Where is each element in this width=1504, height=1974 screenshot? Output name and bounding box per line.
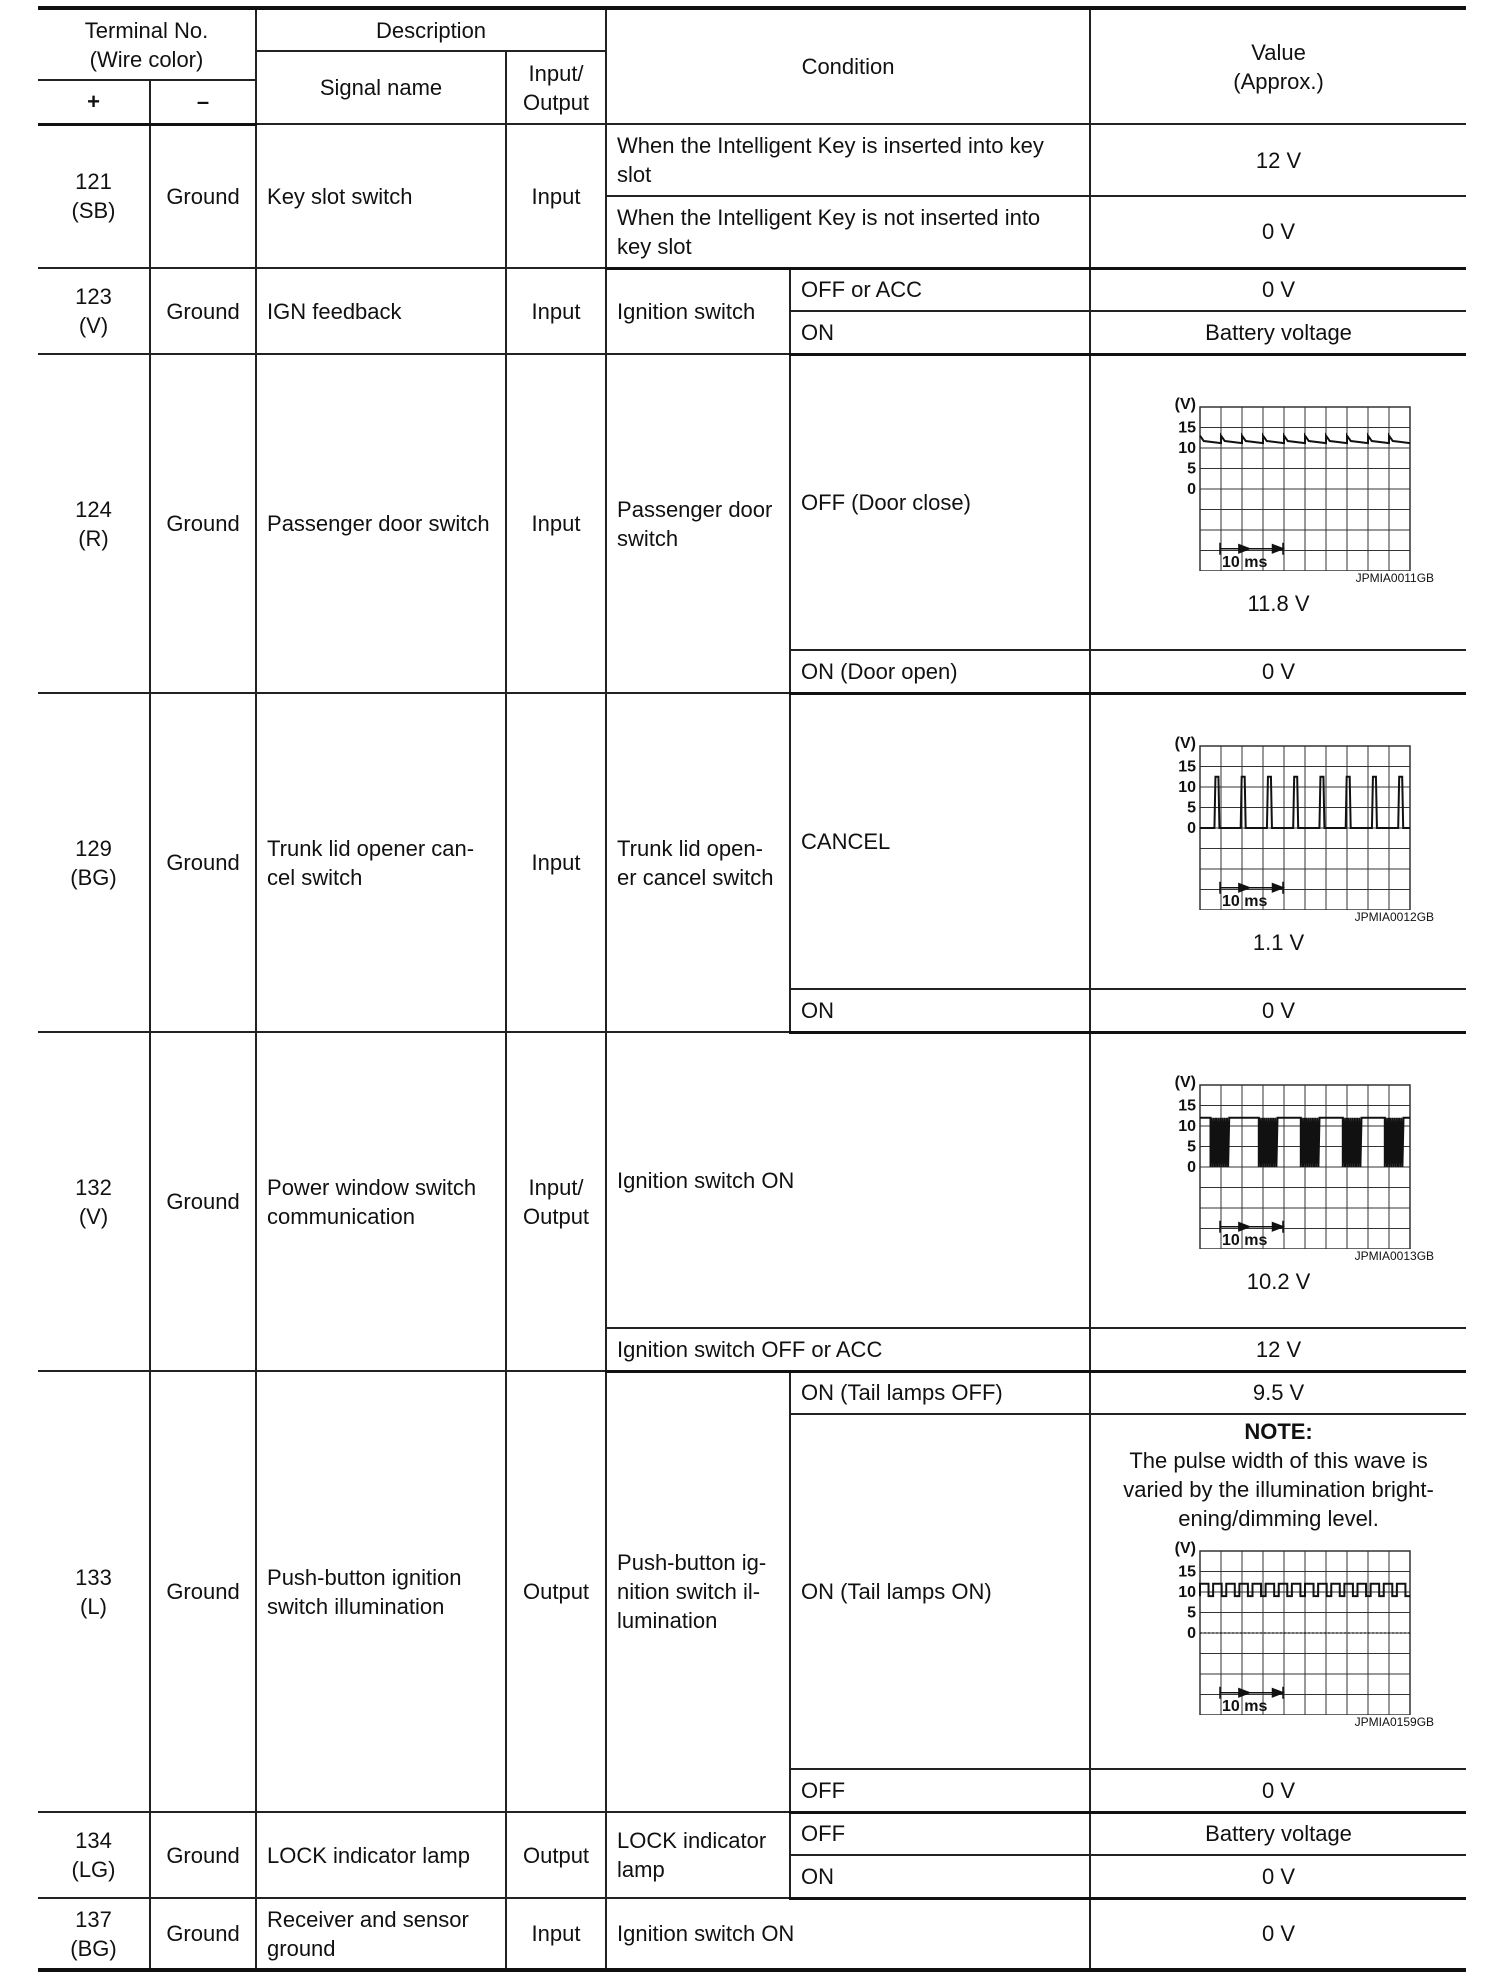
scope-svg xyxy=(1134,1537,1424,1715)
terminal-table xyxy=(38,6,1466,1972)
wire-color: (V) xyxy=(78,313,109,338)
terminal-cell xyxy=(38,268,150,354)
value-cell: 9.5 V xyxy=(1090,1371,1466,1414)
wire-color: (L) xyxy=(80,1593,107,1619)
signal-name-cell: IGN feedback xyxy=(256,268,506,354)
timebase-label: 10 ms xyxy=(1221,1697,1267,1715)
sub-condition-cell: OFF xyxy=(790,1812,1090,1855)
condition-cell: Passenger door switch xyxy=(606,354,790,693)
scope-grid xyxy=(1200,407,1410,571)
ground-cell: Ground xyxy=(150,268,256,354)
terminal-number: 137 xyxy=(75,1906,112,1932)
condition-cell: Ignition switch ON xyxy=(606,1032,1090,1328)
sub-condition-cell: ON xyxy=(790,1855,1090,1898)
signal-name-header: Signal name xyxy=(256,51,506,124)
wire-color: (BG) xyxy=(70,864,117,890)
value-cell: Battery voltage xyxy=(1090,1812,1466,1855)
timebase-label: 10 ms xyxy=(1221,553,1267,571)
io-cell: Output xyxy=(506,1812,606,1898)
sub-condition-cell: ON xyxy=(790,989,1090,1032)
ground-cell: Ground xyxy=(150,1032,256,1371)
timebase-label: 10 ms xyxy=(1221,1231,1267,1249)
value-cell: 0 V xyxy=(1090,1769,1466,1812)
condition-cell: Ignition switch ON xyxy=(606,1898,1090,1970)
image-code: JPMIA0159GB xyxy=(1354,1715,1435,1729)
sub-condition-cell: CANCEL xyxy=(790,693,1090,989)
value-cell: 0 V xyxy=(1090,1855,1466,1898)
table-row xyxy=(38,268,1466,311)
scope-unit-label: (V) xyxy=(1174,734,1196,752)
signal-name-cell: Power window switch communication xyxy=(256,1032,506,1371)
value-cell xyxy=(1090,354,1466,650)
oscilloscope-waveform xyxy=(1134,393,1424,571)
io-cell: Input/ Output xyxy=(506,1032,606,1371)
terminal-no-label: Terminal No. xyxy=(84,17,209,43)
scope-tick-label: 0 xyxy=(1186,1158,1196,1176)
waveform-value: 11.8 V xyxy=(1247,590,1310,616)
condition-cell: Trunk lid open-er cancel switch xyxy=(606,693,790,1032)
signal-name-cell: Key slot switch xyxy=(256,124,506,268)
value-cell xyxy=(1090,1414,1466,1769)
scope-tick-label: 0 xyxy=(1186,819,1196,837)
table-row xyxy=(38,354,1466,650)
scope-tick-label: 0 xyxy=(1186,1625,1196,1642)
scope-tick-label: 5 xyxy=(1186,1604,1196,1622)
io-cell: Output xyxy=(506,1371,606,1812)
wire-color: (V) xyxy=(78,1203,109,1229)
header-row-1 xyxy=(38,8,1466,51)
io-cell: Input xyxy=(506,354,606,693)
value-cell: Battery voltage xyxy=(1090,311,1466,354)
terminal-number: 133 xyxy=(75,1564,112,1590)
condition-cell: Ignition switch xyxy=(606,268,790,354)
terminal-cell xyxy=(38,354,150,693)
value-cell: 12 V xyxy=(1090,1328,1466,1371)
io-cell: Input xyxy=(506,268,606,354)
scope-tick-label: 0 xyxy=(1186,480,1196,498)
minus-header: – xyxy=(150,80,256,124)
value-label: Value xyxy=(1251,39,1306,65)
value-cell: 0 V xyxy=(1090,989,1466,1032)
terminal-number: 124 xyxy=(75,496,112,522)
condition-header: Condition xyxy=(606,8,1090,124)
scope-unit-label: (V) xyxy=(1174,1540,1196,1557)
condition-cell: Ignition switch OFF or ACC xyxy=(606,1328,1090,1371)
terminal-cell xyxy=(38,1812,150,1898)
value-cell: 0 V xyxy=(1090,650,1466,693)
io-cell: Input xyxy=(506,124,606,268)
condition-cell: Push-button ig-nition switch il-lumination xyxy=(606,1371,790,1812)
wire-color-label: (Wire color) xyxy=(89,46,204,72)
table-row xyxy=(38,1032,1466,1328)
scope-tick-label: 10 xyxy=(1177,1584,1196,1601)
value-cell: 0 V xyxy=(1090,268,1466,311)
scope-tick-label: 5 xyxy=(1186,799,1196,817)
condition-cell: LOCK indicator lamp xyxy=(606,1812,790,1898)
terminal-cell xyxy=(38,693,150,1032)
table-row xyxy=(38,693,1466,989)
ground-cell: Ground xyxy=(150,354,256,693)
scope-trace xyxy=(1200,1118,1410,1167)
note-text: The pulse width of this wave is varied by the illumination bright-ening/dimming level. xyxy=(1123,1448,1434,1531)
scope-tick-label: 15 xyxy=(1177,1563,1196,1581)
scope-trace xyxy=(1200,435,1410,442)
ground-cell: Ground xyxy=(150,1898,256,1970)
note-title: NOTE: xyxy=(1244,1419,1313,1444)
scope-svg xyxy=(1134,1071,1424,1249)
table-row xyxy=(38,1812,1466,1855)
oscilloscope-waveform xyxy=(1134,1071,1424,1249)
oscilloscope-waveform xyxy=(1134,1537,1424,1715)
wire-color: (LG) xyxy=(71,1857,116,1882)
scope-svg xyxy=(1134,732,1424,910)
scope-tick-label: 10 xyxy=(1177,1117,1196,1135)
sub-condition-cell: ON (Tail lamps ON) xyxy=(790,1414,1090,1769)
image-code: JPMIA0011GB xyxy=(1355,570,1435,585)
waveform-value: 10.2 V xyxy=(1246,1268,1311,1294)
value-cell: 12 V xyxy=(1090,124,1466,196)
image-code: JPMIA0012GB xyxy=(1354,909,1435,924)
value-cell xyxy=(1090,693,1466,989)
sub-condition-cell: OFF or ACC xyxy=(790,268,1090,311)
waveform-value: 1.1 V xyxy=(1252,929,1305,955)
scope-tick-label: 10 xyxy=(1177,778,1196,796)
terminal-cell xyxy=(38,1371,150,1812)
value-cell xyxy=(1090,1032,1466,1328)
wire-color: (SB) xyxy=(71,198,116,224)
terminal-no-header xyxy=(38,8,256,80)
table-row xyxy=(38,1371,1466,1414)
io-cell: Input xyxy=(506,693,606,1032)
terminal-cell xyxy=(38,1032,150,1371)
scope-unit-label: (V) xyxy=(1174,395,1196,413)
wire-color: (BG) xyxy=(70,1935,117,1961)
sub-condition-cell: OFF (Door close) xyxy=(790,354,1090,650)
terminal-number: 121 xyxy=(75,169,112,195)
terminal-table-container xyxy=(38,6,1466,1972)
ground-cell: Ground xyxy=(150,1812,256,1898)
terminal-number: 129 xyxy=(75,835,112,861)
ground-cell: Ground xyxy=(150,1371,256,1812)
sub-condition-cell: ON (Tail lamps OFF) xyxy=(790,1371,1090,1414)
scope-tick-label: 5 xyxy=(1186,460,1196,478)
signal-name-cell: Push-button ignition switch illumination xyxy=(256,1371,506,1812)
scope-tick-label: 5 xyxy=(1186,1138,1196,1156)
ground-cell: Ground xyxy=(150,693,256,1032)
oscilloscope-waveform xyxy=(1134,732,1424,910)
note-block xyxy=(1101,1417,1456,1533)
terminal-number: 132 xyxy=(75,1174,112,1200)
scope-tick-label: 15 xyxy=(1177,1097,1196,1115)
scope-tick-label: 15 xyxy=(1177,419,1196,437)
scope-svg xyxy=(1134,393,1424,571)
image-code: JPMIA0013GB xyxy=(1354,1248,1435,1263)
table-row xyxy=(38,124,1466,196)
wire-color: (R) xyxy=(78,525,109,551)
sub-condition-cell: OFF xyxy=(790,1769,1090,1812)
io-cell: Input xyxy=(506,1898,606,1970)
value-header xyxy=(1090,8,1466,124)
condition-cell: When the Intelligent Key is not inserted into key slot xyxy=(606,196,1090,268)
signal-name-cell: Receiver and sensor ground xyxy=(256,1898,506,1970)
approx-label: (Approx.) xyxy=(1233,68,1324,94)
value-cell: 0 V xyxy=(1090,196,1466,268)
sub-condition-cell: ON xyxy=(790,311,1090,354)
scope-trace xyxy=(1200,1584,1410,1596)
condition-cell: When the Intelligent Key is inserted into key slot xyxy=(606,124,1090,196)
ground-cell: Ground xyxy=(150,124,256,268)
terminal-number: 123 xyxy=(75,284,112,309)
description-header: Description xyxy=(256,8,606,51)
scope-tick-label: 10 xyxy=(1177,439,1196,457)
signal-name-cell: LOCK indicator lamp xyxy=(256,1812,506,1898)
sub-condition-cell: ON (Door open) xyxy=(790,650,1090,693)
terminal-number: 134 xyxy=(75,1828,112,1853)
terminal-cell xyxy=(38,124,150,268)
signal-name-cell: Trunk lid opener can-cel switch xyxy=(256,693,506,1032)
timebase-label: 10 ms xyxy=(1221,892,1267,910)
terminal-cell xyxy=(38,1898,150,1970)
plus-header: + xyxy=(38,80,150,124)
input-output-header: Input/ Output xyxy=(506,51,606,124)
scope-unit-label: (V) xyxy=(1174,1073,1196,1091)
table-row xyxy=(38,1898,1466,1970)
value-cell: 0 V xyxy=(1090,1898,1466,1970)
scope-tick-label: 15 xyxy=(1177,758,1196,776)
signal-name-cell: Passenger door switch xyxy=(256,354,506,693)
